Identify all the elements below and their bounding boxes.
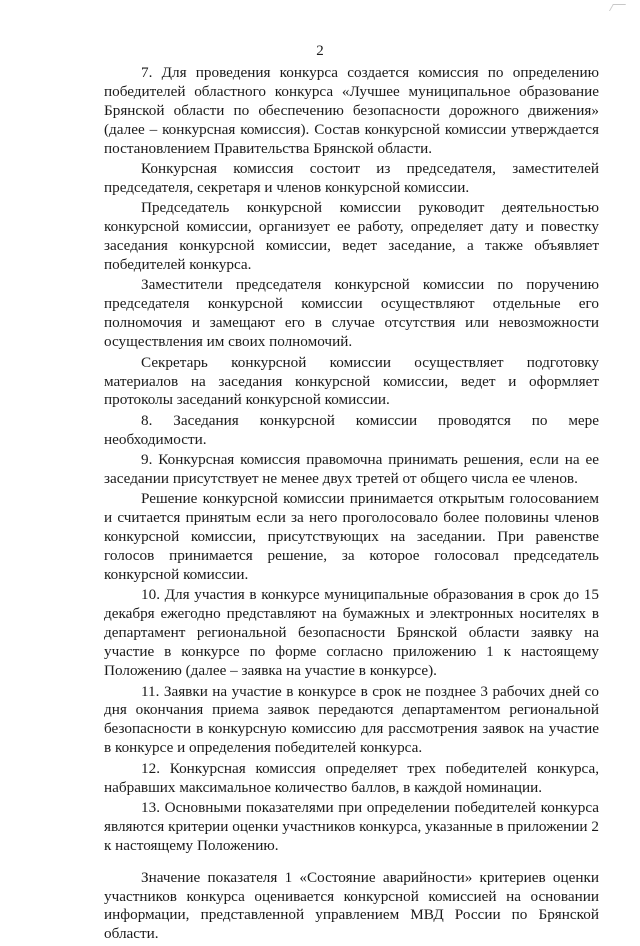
- document-body: [104, 64, 599, 946]
- paragraph-9: 9. Конкурсная комиссия правомочна принимать решения, если на ее заседании присутствует не менее двух третей от общего числа ее членов.: [104, 451, 599, 488]
- paragraph-11: 11. Заявки на участие в конкурсе в срок не позднее 3 рабочих дней со дня окончания приема заявок передаются департаментом региональной безопасности в конкурсную комиссию для рассмотрения заявок на участие в конкурсе и определения победителей конкурса.: [104, 682, 599, 757]
- paragraph-chairman: Председатель конкурсной комиссии руководит деятельностью конкурсной комиссии, организует ее работу, определяет дату и повестку заседания конкурсной комиссии, ведет заседание, а также объявляет победителей конкурса.: [104, 199, 599, 274]
- page-number: 2: [316, 43, 324, 59]
- paragraph-decision: Решение конкурсной комиссии принимается открытым голосованием и считается принятым если за него проголосовало более половины членов конкурсной комиссии, присутствующих на заседании. При равенстве голосов принимается решение, за которое голосовал председатель конкурсной комиссии.: [104, 490, 599, 584]
- paragraph-10: 10. Для участия в конкурсе муниципальные образования в срок до 15 декабря ежегодно представляют на бумажных и электронных носителях в департамент региональной безопасности Брянской области заявку на участие в конкурсе по форме согласно приложению 1 к настоящему Положению (далее – заявка на участие в конкурсе).: [104, 586, 599, 680]
- paragraph-deputies: Заместители председателя конкурсной комиссии по поручению председателя конкурсной комиссии осуществляют отдельные его полномочия и замещают его в случае отсутствия или невозможности осуществления им своих полномочий.: [104, 276, 599, 351]
- paragraph-12: 12. Конкурсная комиссия определяет трех победителей конкурса, набравших максимальное количество баллов, в каждой номинации.: [104, 759, 599, 796]
- paragraph-commission-composition: Конкурсная комиссия состоит из председателя, заместителей председателя, секретаря и членов конкурсной комиссии.: [104, 160, 599, 196]
- paragraph-13: 13. Основными показателями при определении победителей конкурса являются критерии оценки участников конкурса, указанные в приложении 2 к настоящему Положению.: [104, 798, 599, 854]
- paragraph-secretary: Секретарь конкурсной комиссии осуществляет подготовку материалов на заседания конкурсной комиссии, ведет и оформляет протоколы заседаний конкурсной комиссии.: [104, 353, 599, 409]
- paragraph-8: 8. Заседания конкурсной комиссии проводятся по мере необходимости.: [104, 411, 599, 448]
- scan-corner-mark: [609, 4, 626, 11]
- paragraph-indicator-1: Значение показателя 1 «Состояние аварийности» критериев оценки участников конкурса оценивается конкурсной комиссией на основании информации, представленной управлением МВД России по Брянской области.: [104, 868, 599, 943]
- paragraph-7: 7. Для проведения конкурса создается комиссия по определению победителей областного конкурса «Лучшее муниципальное образование Брянской области по обеспечению безопасности дорожного движения» (далее – конкурсная комиссия). Состав конкурсной комиссии утверждается постановлением Правительства Брянской области.: [104, 64, 599, 157]
